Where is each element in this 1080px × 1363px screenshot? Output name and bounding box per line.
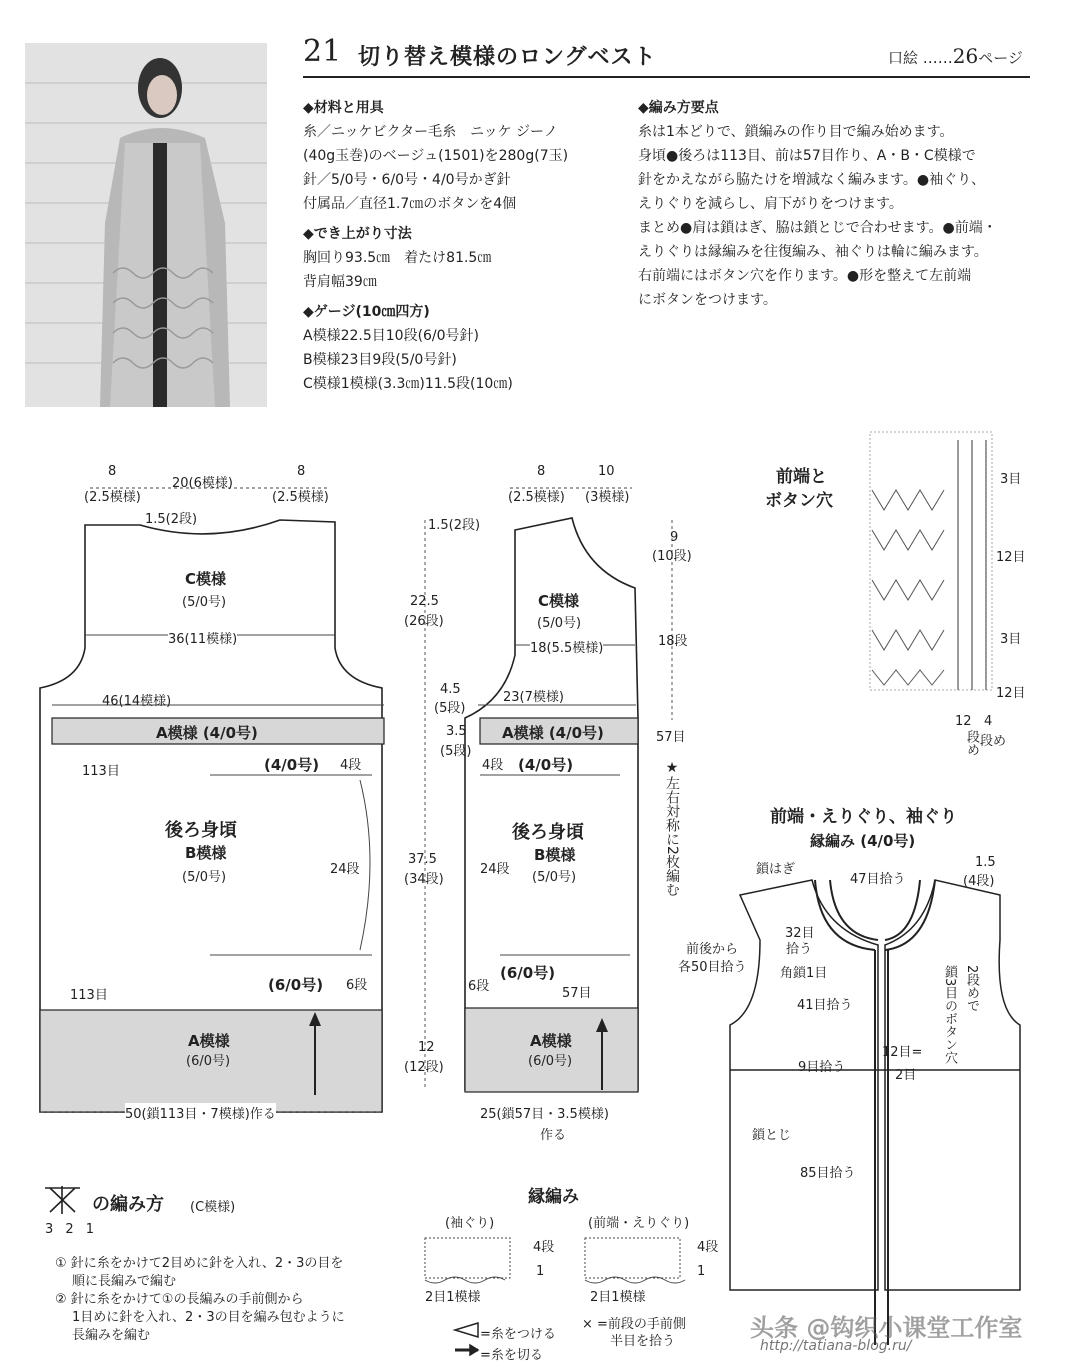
cstitch-step2-b: 1目めに針を入れ、2・3の目を編み包むように — [72, 1310, 345, 1325]
front-bottom-width-sub: 作る — [540, 1128, 567, 1143]
front-a2-label: A模様 — [530, 1032, 572, 1050]
legend-cut: =糸を切る — [480, 1348, 543, 1363]
back-top-center: 20(6模様) — [172, 476, 233, 491]
legend-symbols — [455, 1323, 478, 1355]
size-line: 胸回り93.5㎝ 着たけ81.5㎝ — [303, 250, 492, 266]
front-stitch-count-top: 57目 — [656, 730, 686, 745]
back-a2-needle: (6/0号) — [186, 1054, 231, 1069]
edging-top-rows: 1.5 — [975, 855, 996, 870]
legend-front-half-b: 半目を拾う — [610, 1334, 676, 1349]
edging-41: 41目拾う — [797, 998, 853, 1013]
edging-side: 鎖とじ — [752, 1128, 792, 1143]
back-bottom-width: 50(鎖113目・7模様)作る — [125, 1103, 276, 1122]
watermark-url: http://tatiana-blog.ru/ — [760, 1338, 912, 1354]
back-body-label: 後ろ身頃 — [165, 820, 237, 841]
edging-9: 9目拾う — [798, 1060, 846, 1075]
size-heading: ◆でき上がり寸法 — [303, 226, 412, 242]
howto-line: 糸は1本どりで、鎖編みの作り目で編み始めます。 — [638, 124, 954, 140]
materials-line: 針／5/0号・6/0号・4/0号かぎ針 — [303, 172, 511, 188]
front-needle6: (6/0号) — [500, 964, 556, 982]
center-r2: 22.5 — [410, 594, 439, 609]
howto-line: 身頃●後ろは113目、前は57目作り、A・B・C模様で — [638, 148, 976, 164]
back-neck: 1.5(2段) — [145, 512, 198, 527]
back-needle6: (6/0号) — [268, 976, 324, 994]
page-reference: 口絵 ……26ページ — [888, 44, 1023, 68]
cstitch-step1: ① 針に糸をかけて2目めに針を入れ、2・3の目を — [55, 1256, 344, 1271]
gauge-heading: ◆ゲージ(10㎝四方) — [303, 304, 430, 320]
front-a-label: A模様 (4/0号) — [502, 724, 604, 742]
edging-title: 前端・えりぐり、袖ぐり — [770, 807, 957, 827]
back-rows6: 6段 — [346, 978, 368, 993]
border-title: 縁編み — [528, 1187, 579, 1207]
materials-line: 糸／ニッケビクター毛糸 ニッケ ジーノ — [303, 124, 558, 140]
buttonhole-r4: 12目 — [996, 686, 1026, 701]
border-front-label: (前端・えりぐり) — [588, 1216, 690, 1231]
center-r3: 4.5 — [440, 682, 461, 697]
materials-heading: ◆材料と用具 — [303, 100, 384, 116]
edging-corner-chain: 角鎖1目 — [780, 966, 828, 981]
front-arm-rows-sub: (10段) — [652, 549, 692, 564]
edging-2: 2目 — [895, 1068, 917, 1083]
back-stitch-count-bottom: 113目 — [70, 988, 108, 1003]
center-r3b: (5段) — [434, 701, 466, 716]
back-top-left: 8 — [108, 464, 117, 479]
center-r6b: (12段) — [404, 1060, 444, 1075]
center-r1: 1.5(2段) — [428, 518, 481, 533]
howto-line: えりぐりを減らし、肩下がりをつけます。 — [638, 196, 903, 212]
back-rows24: 24段 — [330, 862, 360, 877]
back-a-width: 46(14模様) — [102, 694, 172, 709]
cstitch-step1-b: 順に長編みで編む — [72, 1274, 177, 1289]
center-r5: 37.5 — [408, 852, 437, 867]
howto-line: まとめ●肩は鎖はぎ、脇は鎖とじで合わせます。●前端・ — [638, 220, 997, 236]
back-top-right: 8 — [297, 464, 306, 479]
border-sleeve-repeat: 2目1模様 — [425, 1290, 481, 1305]
back-top-left-sub: (2.5模様) — [84, 490, 141, 505]
cstitch-step2: ② 針に糸をかけて①の長編みの手前側から — [55, 1292, 304, 1307]
edging-32: 32目 — [785, 926, 815, 941]
pattern-title: 切り替え模様のロングベスト — [358, 45, 657, 70]
cstitch-numbers: 3 2 1 — [45, 1222, 99, 1237]
center-r2b: (26段) — [404, 614, 444, 629]
front-needle4: (4/0号) — [518, 756, 574, 774]
center-r5b: (34段) — [404, 872, 444, 887]
center-r4b: (5段) — [440, 744, 472, 759]
back-stitch-count-top: 113目 — [82, 764, 120, 779]
front-arm-rows: 9 — [670, 530, 679, 545]
front-rows4: 4段 — [482, 758, 504, 773]
gauge-line: A模様22.5目10段(6/0号針) — [303, 328, 480, 344]
front-a2-needle: (6/0号) — [528, 1054, 573, 1069]
cstitch-title-sub: (C模様) — [190, 1200, 236, 1215]
border-sleeve-row1: 1 — [536, 1264, 545, 1279]
back-c-needle: (5/0号) — [182, 595, 227, 610]
border-front-rows: 4段 — [697, 1240, 719, 1255]
size-line: 背肩幅39㎝ — [303, 274, 377, 290]
back-c-width: 36(11模様) — [168, 628, 237, 647]
back-c-label: C模様 — [185, 570, 227, 588]
legend-attach: =糸をつける — [480, 1327, 556, 1342]
front-rows6: 6段 — [468, 979, 490, 994]
front-a-width: 23(7模様) — [503, 690, 564, 705]
border-sleeve-rows: 4段 — [533, 1240, 555, 1255]
front-top-right-sub: (3模様) — [585, 490, 630, 505]
back-b-label: B模様 — [185, 844, 227, 862]
front-rows24: 24段 — [480, 862, 510, 877]
materials-line: 付属品／直径1.7㎝のボタンを4個 — [303, 196, 517, 212]
edging-both: 前後から — [686, 942, 739, 957]
front-top-left-sub: (2.5模様) — [508, 490, 565, 505]
edging-diagram-outline — [730, 880, 1023, 1345]
back-top-right-sub: (2.5模様) — [272, 490, 329, 505]
watermark: 头条 @钩织小课堂工作室 — [750, 1314, 1023, 1342]
howto-line: 右前端にはボタン穴を作ります。●形を整えて左前端 — [638, 268, 972, 284]
edging-top-rows-sub: (4段) — [963, 874, 995, 889]
border-sleeve-label: (袖ぐり) — [445, 1216, 495, 1231]
border-chart-front — [585, 1238, 685, 1283]
howto-line: 針をかえながら脇たけを増減なく編みます。●袖ぐり、 — [638, 172, 986, 188]
materials-line: (40g玉巻)のベージュ(1501)を280g(7玉) — [303, 148, 569, 164]
gauge-line: B模様23目9段(5/0号針) — [303, 352, 457, 368]
front-bottom-width: 25(鎖57目・3.5模様) — [480, 1103, 609, 1122]
gauge-line: C模様1模様(3.3㎝)11.5段(10㎝) — [303, 376, 513, 392]
buttonhole-b1-sub: 段め — [964, 730, 979, 756]
front-body-label: 後ろ身頃 — [512, 822, 584, 843]
back-rows4: 4段 — [340, 758, 362, 773]
edging-shoulder: 鎖はぎ — [756, 862, 796, 877]
buttonhole-r1: 3目 — [1000, 472, 1022, 487]
buttonhole-r2: 12目 — [996, 550, 1026, 565]
center-r4: 3.5 — [446, 724, 467, 739]
front-c-width: 18(5.5模様) — [530, 637, 603, 656]
edging-buttonhole: 鎖3目のボタン穴 — [942, 965, 957, 1065]
edging-12: 12目= — [882, 1045, 923, 1060]
edging-subtitle: 縁編み (4/0号) — [810, 832, 916, 850]
pattern-number: 21 — [303, 34, 342, 69]
edging-both-sub: 各50目拾う — [678, 960, 747, 975]
border-front-row1: 1 — [697, 1264, 706, 1279]
front-symmetric-note: ★左右対称に2枚編む — [664, 760, 680, 897]
howto-line: にボタンをつけます。 — [638, 292, 777, 308]
buttonhole-b2: 4 — [984, 714, 993, 729]
buttonhole-title: 前端と — [776, 467, 827, 487]
howto-line: えりぐりは縁編みを往復編み、袖ぐりは輪に編みます。 — [638, 244, 988, 260]
edging-buttonhole-row: 2段めで — [964, 965, 979, 1013]
back-a2-label: A模様 — [188, 1032, 230, 1050]
front-arm-rows2: 18段 — [658, 634, 688, 649]
center-r6: 12 — [418, 1040, 435, 1055]
front-top-left: 8 — [537, 464, 546, 479]
buttonhole-r3: 3目 — [1000, 632, 1022, 647]
front-b-label: B模様 — [534, 846, 576, 864]
buttonhole-chart — [870, 432, 992, 690]
cstitch-title: の編み方 — [92, 1194, 164, 1215]
buttonhole-title-2: ボタン穴 — [765, 491, 833, 511]
edging-neck: 47目拾う — [850, 872, 906, 887]
front-b-needle: (5/0号) — [532, 870, 577, 885]
border-chart-sleeve — [425, 1238, 510, 1283]
legend-front-half: × =前段の手前側 — [582, 1317, 686, 1332]
front-stitch-count-bottom: 57目 — [562, 986, 592, 1001]
front-top-right: 10 — [598, 464, 615, 479]
back-a-label: A模様 (4/0号) — [156, 724, 258, 742]
front-c-label: C模様 — [538, 592, 580, 610]
back-needle4: (4/0号) — [264, 756, 320, 774]
cstitch-step2-c: 長編みを編む — [72, 1328, 151, 1343]
border-front-repeat: 2目1模様 — [590, 1290, 646, 1305]
c-stitch-symbol — [45, 1186, 80, 1214]
buttonhole-b1: 12 — [955, 714, 972, 729]
edging-85: 85目拾う — [800, 1166, 856, 1181]
front-c-needle: (5/0号) — [537, 616, 582, 631]
edging-32-sub: 拾う — [786, 942, 813, 957]
buttonhole-b2-sub: 段め — [980, 734, 1007, 749]
back-b-needle: (5/0号) — [182, 870, 227, 885]
howto-heading: ◆編み方要点 — [638, 100, 719, 116]
